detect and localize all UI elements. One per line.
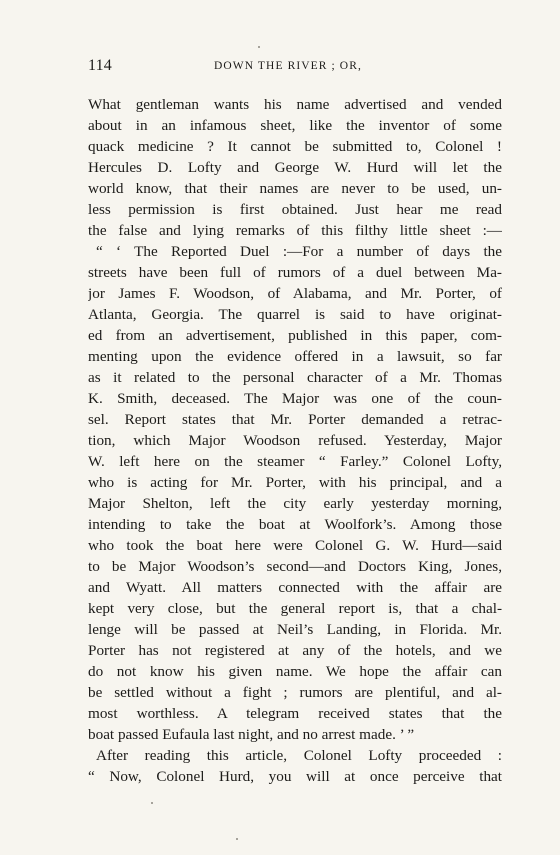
text-line: jor James F. Woodson, of Alabama, and Mr. Porter, of [88,285,502,302]
text-line: menting upon the evidence offered in a lawsuit, so far [88,348,502,365]
text-line: lenge will be passed at Neil’s Landing, in Florida. Mr. [88,621,502,638]
text-line: as it related to the personal character of a Mr. Thomas [88,369,502,386]
text-line: who took the boat here were Colonel G. W. Hurd—said [88,537,502,554]
text-line: kept very close, but the general report is, that a chal- [88,600,502,617]
ink-speck [258,46,260,48]
ink-speck [236,838,238,840]
text-line: world know, that their names are never to be used, un- [88,180,502,197]
text-line: ed from an advertisement, published in this paper, com- [88,327,502,344]
text-line: Major Shelton, left the city early yesterday morning, [88,495,502,512]
text-line: to be Major Woodson’s second—and Doctors King, Jones, [88,558,502,575]
text-line: What gentleman wants his name advertised and vended [88,96,502,113]
text-line: about in an infamous sheet, like the inventor of some [88,117,502,134]
running-head: DOWN THE RIVER ; OR, [214,60,362,72]
text-line: Atlanta, Georgia. The quarrel is said to have originat- [88,306,502,323]
text-line: “ ‘ The Reported Duel :—For a number of days the [96,243,502,260]
text-line: K. Smith, deceased. The Major was one of the coun- [88,390,502,407]
text-line: sel. Report states that Mr. Porter demanded a retrac- [88,411,502,428]
text-line: be settled without a fight ; rumors are plentiful, and al- [88,684,502,701]
text-line: boat passed Eufaula last night, and no arrest made. ’ ” [88,726,415,743]
body-text [88,94,502,787]
ink-speck [151,802,153,804]
text-line: streets have been full of rumors of a duel between Ma- [88,264,502,281]
text-line: do not know his given name. We hope the affair can [88,663,502,680]
text-line: tion, which Major Woodson refused. Yesterday, Major [88,432,502,449]
text-line: less permission is first obtained. Just hear me read [88,201,502,218]
text-line: intending to take the boat at Woolfork’s. Among those [88,516,502,533]
page-header [88,57,502,77]
text-line: “ Now, Colonel Hurd, you will at once perceive that [88,768,502,785]
text-line: and Wyatt. All matters connected with the affair are [88,579,502,596]
text-line: quack medicine ? It cannot be submitted to, Colonel ! [88,138,502,155]
text-line: who is acting for Mr. Porter, with his principal, and a [88,474,502,491]
page-number: 114 [88,57,113,74]
text-line: Hercules D. Lofty and George W. Hurd will let the [88,159,502,176]
text-line: After reading this article, Colonel Lofty proceeded : [96,747,502,764]
text-line: most worthless. A telegram received states that the [88,705,502,722]
text-line: the false and lying remarks of this filthy little sheet :— [88,222,502,239]
text-line: W. left here on the steamer “ Farley.” Colonel Lofty, [88,453,502,470]
text-line: Porter has not registered at any of the hotels, and we [88,642,502,659]
